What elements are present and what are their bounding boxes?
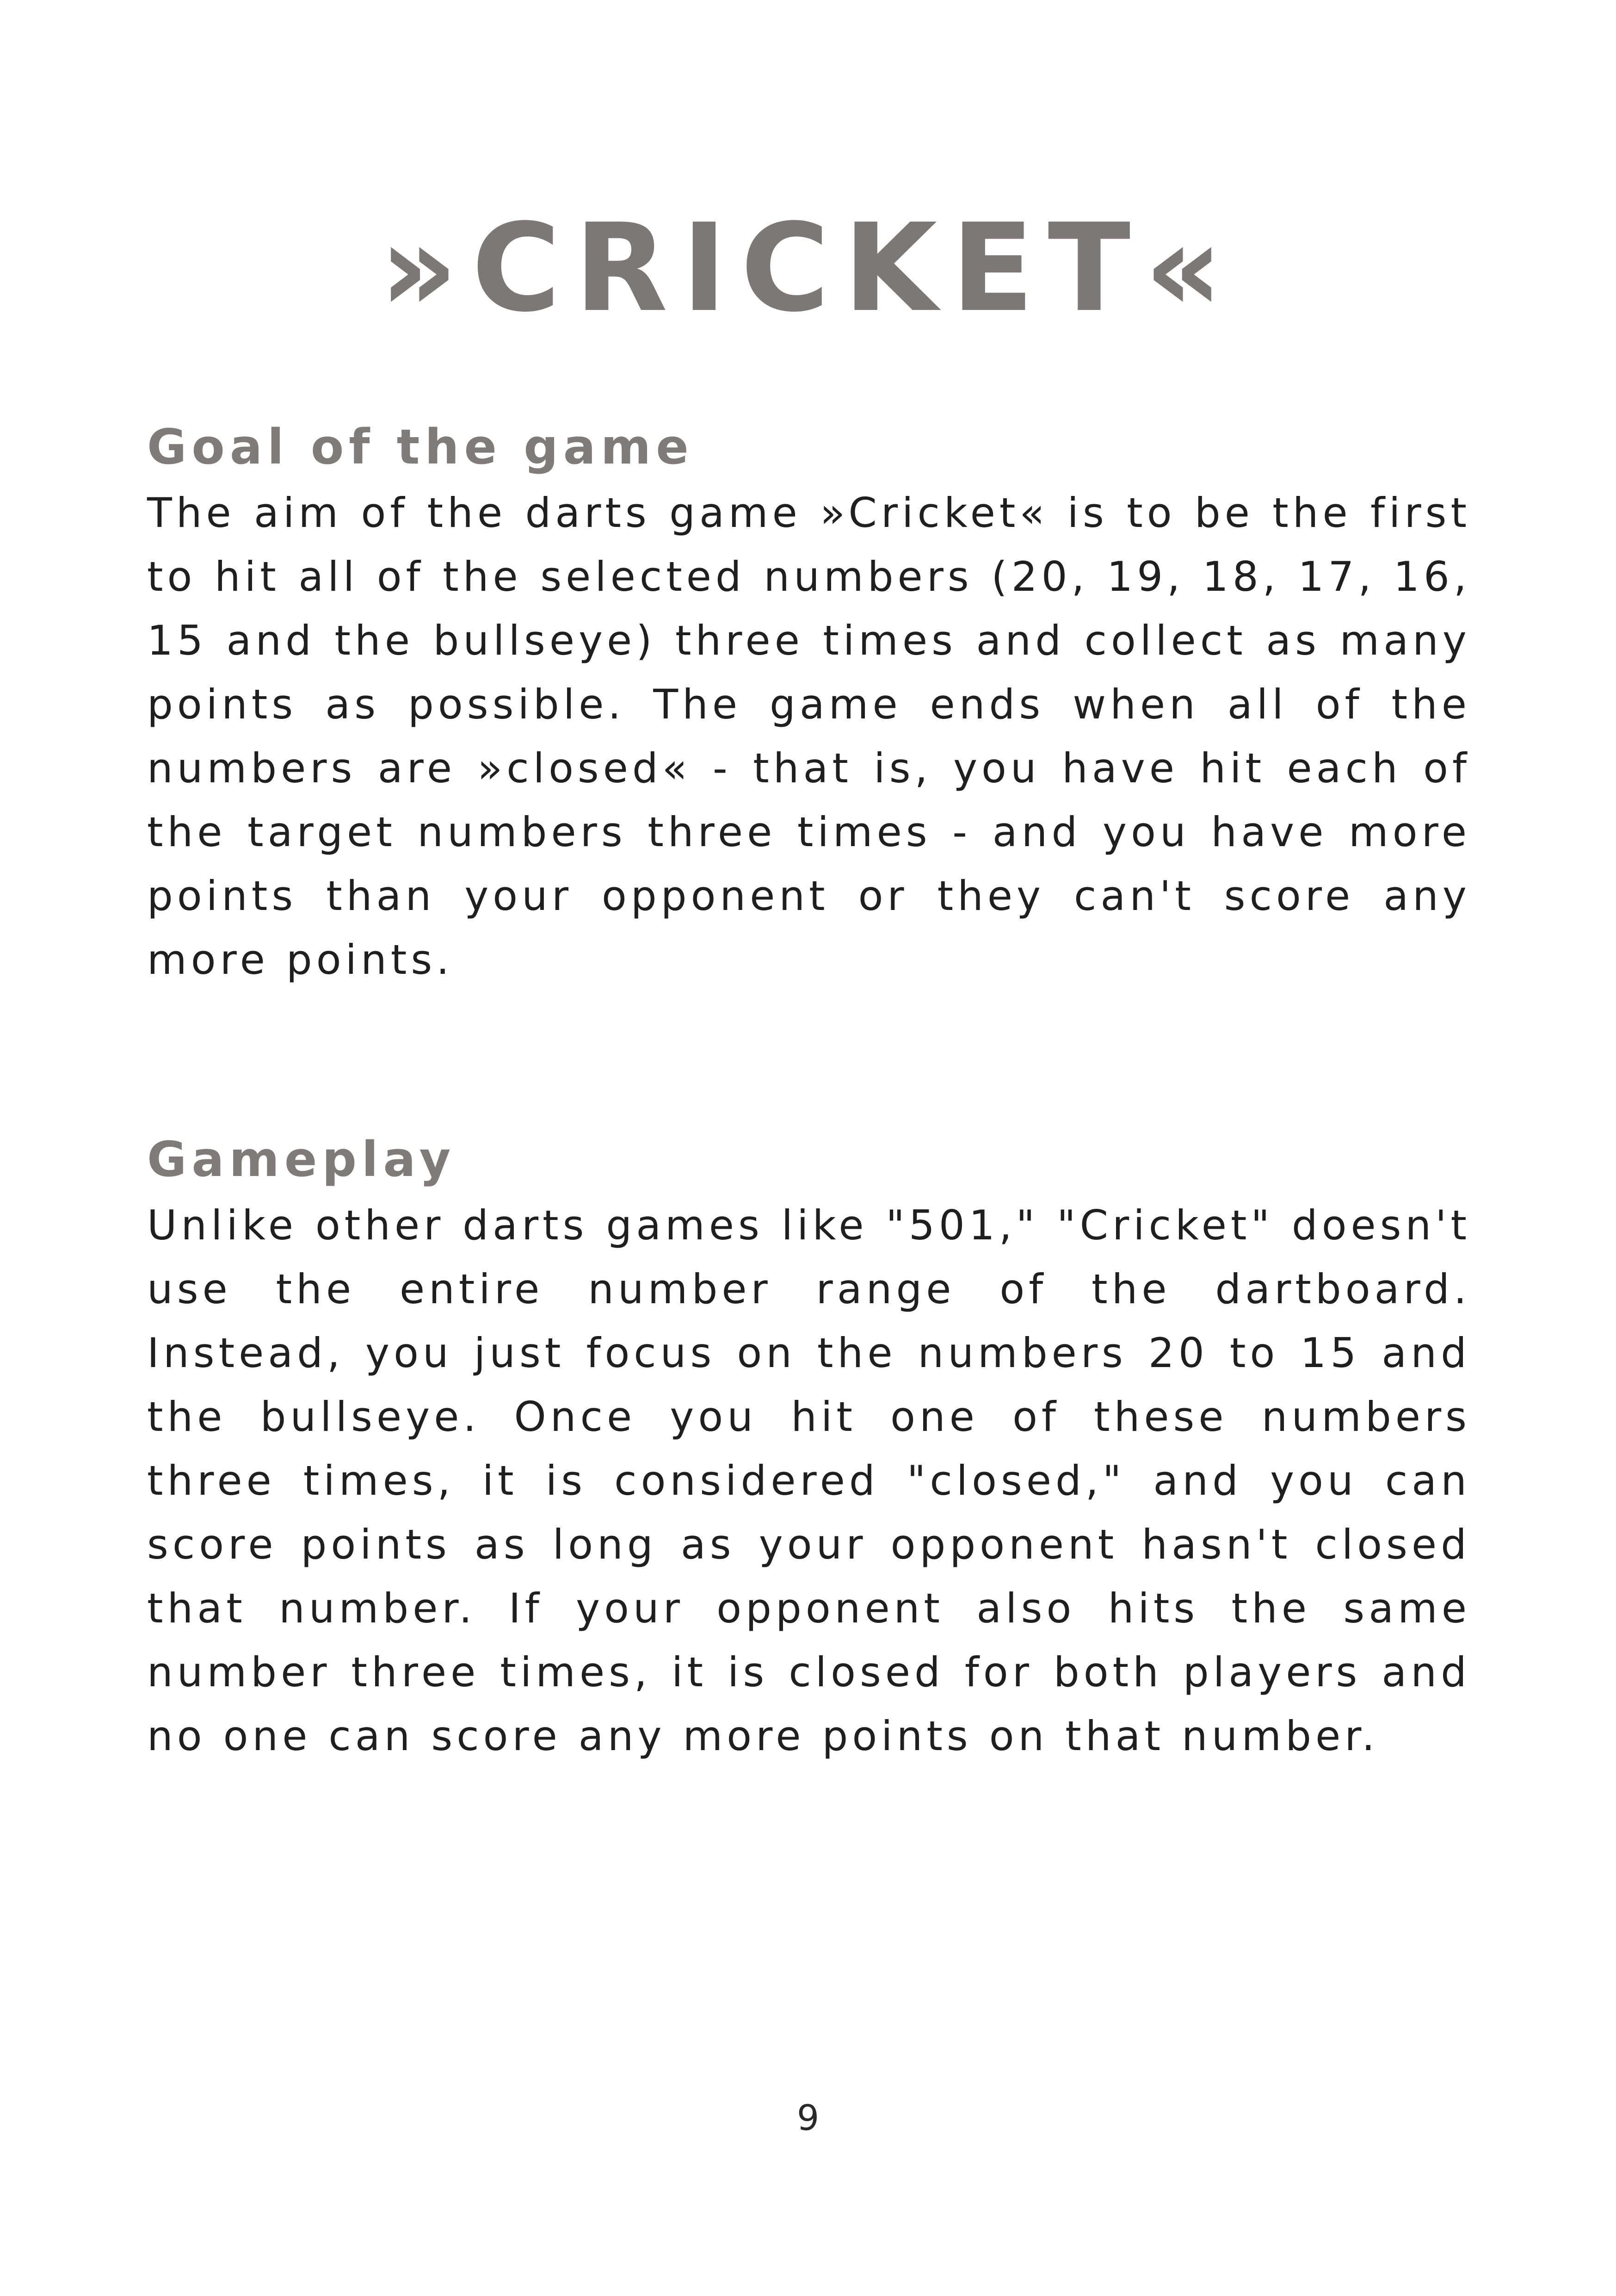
section-goal-of-the-game [147,413,1471,992]
page-title: »CRICKET« [379,198,1237,339]
page-number: 9 [796,2097,820,2138]
section-heading-gameplay: Gameplay [147,1131,456,1188]
section-body-goal: The aim of the darts game »Cricket« is to be the first to hit all of the selected numbers (20, 19, 18, 17, 16, 15 and the bullseye) three times and collect as many points as possible. The game ends when all of the numbers are »closed« - that is, you have hit each of the target numbers three times - and you have more points than your opponent or they can't score any more points. [147,489,1471,984]
section-heading-goal: Goal of the game [147,419,694,475]
section-gameplay [147,1125,1471,1768]
section-body-gameplay: Unlike other darts games like "501," "Cricket" doesn't use the entire number range of the dartboard. Instead, you just focus on the numbers 20 to 15 and the bullseye. Once you hit one of these numbers three times, it is considered "closed," and you can score points as long as your opponent hasn't closed that number. If your opponent also hits the same number three times, it is closed for both players and no one can score any more points on that number. [147,1201,1471,1760]
